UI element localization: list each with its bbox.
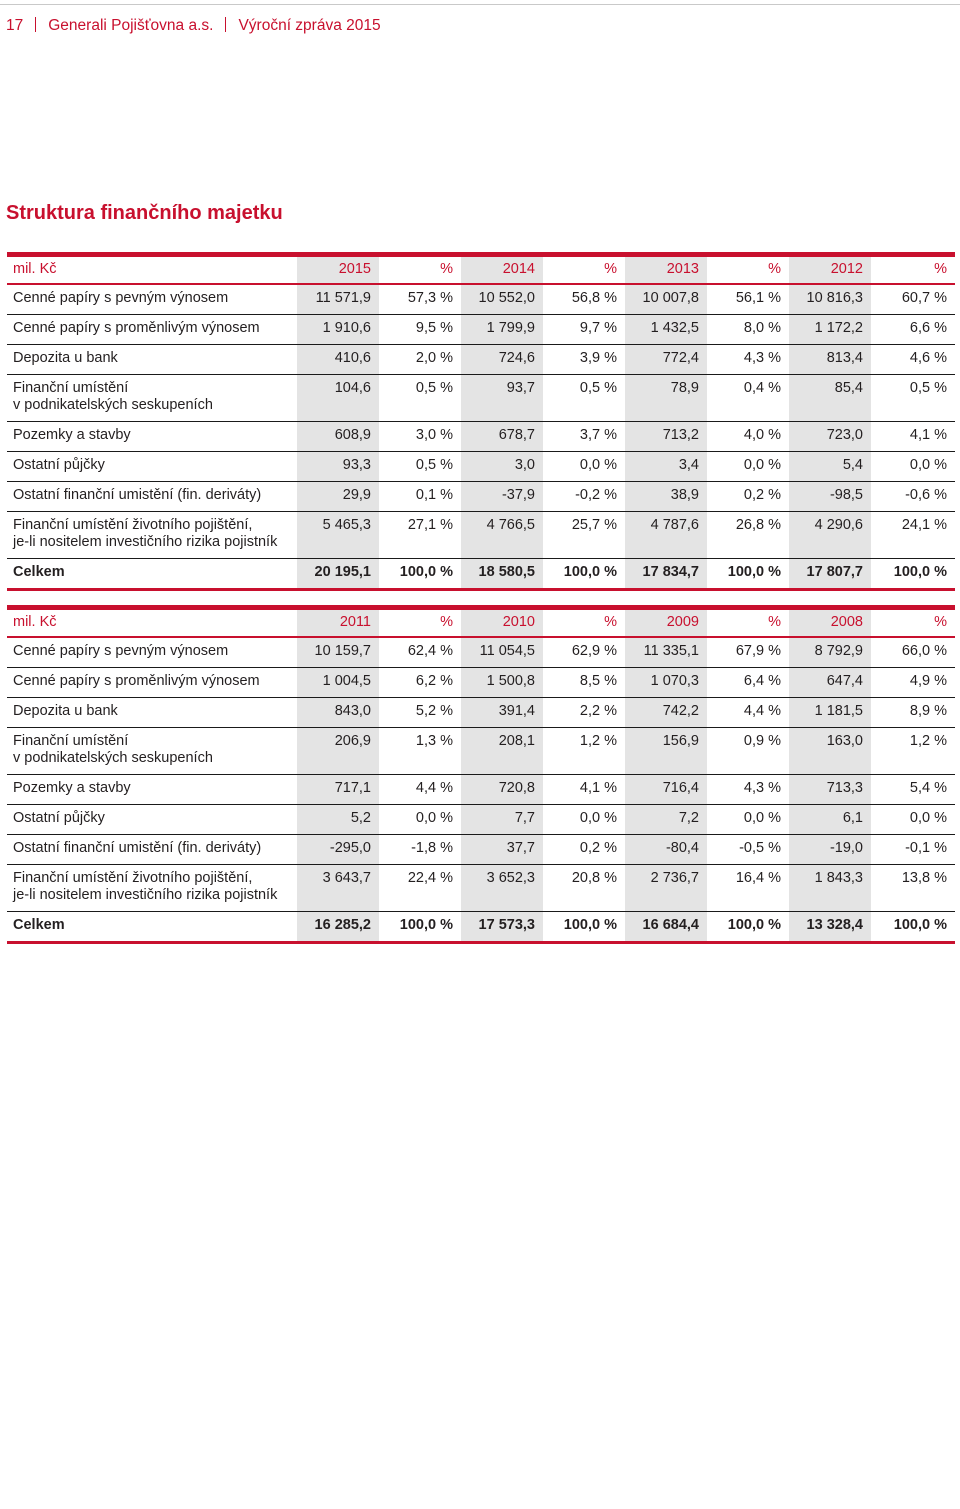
value-cell: 0,5 % bbox=[543, 375, 625, 422]
row-label bbox=[7, 422, 297, 452]
row-label-line: Depozita u bank bbox=[13, 350, 118, 366]
row-label-line: Finanční umístění bbox=[13, 733, 129, 749]
value-cell: 5,4 bbox=[789, 452, 871, 482]
value-cell: 8,9 % bbox=[871, 698, 955, 728]
value-cell: 5,4 % bbox=[871, 775, 955, 805]
row-label-line: Pozemky a stavby bbox=[13, 427, 131, 443]
section-title: Struktura finančního majetku bbox=[6, 202, 283, 224]
value-cell: 163,0 bbox=[789, 728, 871, 775]
value-cell: 208,1 bbox=[461, 728, 543, 775]
row-label bbox=[7, 637, 297, 668]
header-cell: 2010 bbox=[461, 608, 543, 638]
value-cell: 1 910,6 bbox=[297, 315, 379, 345]
header-cell: 2011 bbox=[297, 608, 379, 638]
value-cell: 4,3 % bbox=[707, 345, 789, 375]
report-name: Výroční zpráva 2015 bbox=[238, 17, 381, 34]
total-value-cell: 100,0 % bbox=[379, 559, 461, 590]
value-cell: 85,4 bbox=[789, 375, 871, 422]
value-cell: 13,8 % bbox=[871, 865, 955, 912]
total-value-cell: 18 580,5 bbox=[461, 559, 543, 590]
value-cell: 1,2 % bbox=[871, 728, 955, 775]
value-cell: 0,4 % bbox=[707, 375, 789, 422]
value-cell: 8 792,9 bbox=[789, 637, 871, 668]
table-row bbox=[7, 668, 955, 698]
value-cell: 1,3 % bbox=[379, 728, 461, 775]
value-cell: 843,0 bbox=[297, 698, 379, 728]
value-cell: 6,2 % bbox=[379, 668, 461, 698]
row-label-line: Finanční umístění bbox=[13, 380, 129, 396]
header-cell: 2013 bbox=[625, 255, 707, 285]
value-cell: 0,5 % bbox=[379, 452, 461, 482]
total-value-cell: 17 573,3 bbox=[461, 912, 543, 943]
value-cell: 27,1 % bbox=[379, 512, 461, 559]
row-label bbox=[7, 775, 297, 805]
value-cell: 4 766,5 bbox=[461, 512, 543, 559]
value-cell: 716,4 bbox=[625, 775, 707, 805]
value-cell: 724,6 bbox=[461, 345, 543, 375]
value-cell: 608,9 bbox=[297, 422, 379, 452]
total-label: Celkem bbox=[7, 912, 297, 943]
value-cell: 5,2 bbox=[297, 805, 379, 835]
table-row bbox=[7, 698, 955, 728]
value-cell: 5 465,3 bbox=[297, 512, 379, 559]
table-row bbox=[7, 315, 955, 345]
total-label: Celkem bbox=[7, 559, 297, 590]
value-cell: 3 652,3 bbox=[461, 865, 543, 912]
value-cell: 0,0 % bbox=[871, 805, 955, 835]
value-cell: 0,0 % bbox=[871, 452, 955, 482]
value-cell: 10 007,8 bbox=[625, 284, 707, 315]
value-cell: 56,1 % bbox=[707, 284, 789, 315]
header-separator bbox=[35, 17, 36, 32]
row-label bbox=[7, 315, 297, 345]
value-cell: 38,9 bbox=[625, 482, 707, 512]
header-cell: % bbox=[871, 255, 955, 285]
value-cell: 3 643,7 bbox=[297, 865, 379, 912]
value-cell: 62,9 % bbox=[543, 637, 625, 668]
value-cell: 3,7 % bbox=[543, 422, 625, 452]
total-value-cell: 17 834,7 bbox=[625, 559, 707, 590]
value-cell: 772,4 bbox=[625, 345, 707, 375]
value-cell: 0,5 % bbox=[379, 375, 461, 422]
value-cell: 742,2 bbox=[625, 698, 707, 728]
value-cell: 9,7 % bbox=[543, 315, 625, 345]
row-label-line: Finanční umístění životního pojištění, bbox=[13, 870, 253, 886]
value-cell: 2,2 % bbox=[543, 698, 625, 728]
row-label bbox=[7, 805, 297, 835]
row-label bbox=[7, 482, 297, 512]
value-cell: 56,8 % bbox=[543, 284, 625, 315]
row-label-line: Cenné papíry s pevným výnosem bbox=[13, 290, 229, 306]
value-cell: 0,0 % bbox=[707, 452, 789, 482]
value-cell: 93,7 bbox=[461, 375, 543, 422]
table-row bbox=[7, 728, 955, 775]
row-label-line: je-li nositelem investičního rizika pojistník bbox=[13, 887, 278, 903]
total-value-cell: 100,0 % bbox=[871, 912, 955, 943]
value-cell: 7,7 bbox=[461, 805, 543, 835]
row-label bbox=[7, 452, 297, 482]
row-label-line: Ostatní půjčky bbox=[13, 810, 105, 826]
table-row bbox=[7, 482, 955, 512]
value-cell: 62,4 % bbox=[379, 637, 461, 668]
value-cell: 713,2 bbox=[625, 422, 707, 452]
total-value-cell: 16 285,2 bbox=[297, 912, 379, 943]
value-cell: -19,0 bbox=[789, 835, 871, 865]
total-value-cell: 100,0 % bbox=[543, 559, 625, 590]
value-cell: 26,8 % bbox=[707, 512, 789, 559]
total-row bbox=[7, 559, 955, 590]
value-cell: -0,5 % bbox=[707, 835, 789, 865]
value-cell: -0,1 % bbox=[871, 835, 955, 865]
row-label-line: v podnikatelských seskupeních bbox=[13, 397, 213, 413]
value-cell: 713,3 bbox=[789, 775, 871, 805]
value-cell: 11 054,5 bbox=[461, 637, 543, 668]
header-cell: % bbox=[871, 608, 955, 638]
value-cell: 4 787,6 bbox=[625, 512, 707, 559]
value-cell: 1,2 % bbox=[543, 728, 625, 775]
value-cell: -1,8 % bbox=[379, 835, 461, 865]
header-cell: 2008 bbox=[789, 608, 871, 638]
value-cell: 4,1 % bbox=[543, 775, 625, 805]
table-row bbox=[7, 422, 955, 452]
value-cell: 410,6 bbox=[297, 345, 379, 375]
value-cell: 11 335,1 bbox=[625, 637, 707, 668]
header-cell: 2012 bbox=[789, 255, 871, 285]
total-value-cell: 17 807,7 bbox=[789, 559, 871, 590]
header-cell: % bbox=[543, 608, 625, 638]
total-value-cell: 100,0 % bbox=[379, 912, 461, 943]
row-label bbox=[7, 835, 297, 865]
row-label bbox=[7, 345, 297, 375]
value-cell: 0,0 % bbox=[543, 452, 625, 482]
value-cell: 7,2 bbox=[625, 805, 707, 835]
table-row bbox=[7, 835, 955, 865]
value-cell: 25,7 % bbox=[543, 512, 625, 559]
value-cell: 0,9 % bbox=[707, 728, 789, 775]
value-cell: 4,1 % bbox=[871, 422, 955, 452]
header-cell: % bbox=[707, 255, 789, 285]
row-label-line: Pozemky a stavby bbox=[13, 780, 131, 796]
row-label-line: je-li nositelem investičního rizika pojistník bbox=[13, 534, 278, 550]
value-cell: 93,3 bbox=[297, 452, 379, 482]
header-cell: mil. Kč bbox=[7, 608, 297, 638]
page-number: 17 bbox=[6, 17, 24, 34]
company-name: Generali Pojišťovna a.s. bbox=[48, 17, 214, 34]
row-label-line: Ostatní finanční umistění (fin. deriváty) bbox=[13, 487, 262, 503]
value-cell: 647,4 bbox=[789, 668, 871, 698]
page-header bbox=[6, 17, 381, 35]
value-cell: 57,3 % bbox=[379, 284, 461, 315]
value-cell: 3,4 bbox=[625, 452, 707, 482]
value-cell: 2,0 % bbox=[379, 345, 461, 375]
value-cell: 8,5 % bbox=[543, 668, 625, 698]
top-rule bbox=[0, 4, 960, 5]
total-value-cell: 13 328,4 bbox=[789, 912, 871, 943]
value-cell: -98,5 bbox=[789, 482, 871, 512]
value-cell: 156,9 bbox=[625, 728, 707, 775]
total-value-cell: 100,0 % bbox=[871, 559, 955, 590]
value-cell: 60,7 % bbox=[871, 284, 955, 315]
value-cell: 4 290,6 bbox=[789, 512, 871, 559]
row-label bbox=[7, 375, 297, 422]
row-label-line: Ostatní půjčky bbox=[13, 457, 105, 473]
row-label-line: Ostatní finanční umistění (fin. deriváty) bbox=[13, 840, 262, 856]
value-cell: 37,7 bbox=[461, 835, 543, 865]
total-value-cell: 100,0 % bbox=[707, 559, 789, 590]
value-cell: 10 816,3 bbox=[789, 284, 871, 315]
value-cell: 2 736,7 bbox=[625, 865, 707, 912]
value-cell: -295,0 bbox=[297, 835, 379, 865]
value-cell: 0,2 % bbox=[543, 835, 625, 865]
value-cell: 6,6 % bbox=[871, 315, 955, 345]
value-cell: 1 172,2 bbox=[789, 315, 871, 345]
row-label bbox=[7, 668, 297, 698]
value-cell: 6,1 bbox=[789, 805, 871, 835]
table-row bbox=[7, 637, 955, 668]
value-cell: 678,7 bbox=[461, 422, 543, 452]
table-row bbox=[7, 512, 955, 559]
table-row bbox=[7, 452, 955, 482]
value-cell: 3,0 bbox=[461, 452, 543, 482]
header-cell: 2009 bbox=[625, 608, 707, 638]
value-cell: 78,9 bbox=[625, 375, 707, 422]
value-cell: 6,4 % bbox=[707, 668, 789, 698]
value-cell: 24,1 % bbox=[871, 512, 955, 559]
value-cell: 1 799,9 bbox=[461, 315, 543, 345]
value-cell: 22,4 % bbox=[379, 865, 461, 912]
row-label bbox=[7, 284, 297, 315]
row-label-line: Cenné papíry s pevným výnosem bbox=[13, 643, 229, 659]
header-cell: % bbox=[707, 608, 789, 638]
value-cell: 3,9 % bbox=[543, 345, 625, 375]
value-cell: 9,5 % bbox=[379, 315, 461, 345]
table-row bbox=[7, 345, 955, 375]
value-cell: 723,0 bbox=[789, 422, 871, 452]
value-cell: 391,4 bbox=[461, 698, 543, 728]
value-cell: 1 432,5 bbox=[625, 315, 707, 345]
value-cell: -37,9 bbox=[461, 482, 543, 512]
row-label-line: Cenné papíry s proměnlivým výnosem bbox=[13, 673, 260, 689]
table-header-row bbox=[7, 608, 955, 638]
header-cell: % bbox=[543, 255, 625, 285]
value-cell: 4,3 % bbox=[707, 775, 789, 805]
table-row bbox=[7, 775, 955, 805]
value-cell: 717,1 bbox=[297, 775, 379, 805]
value-cell: 11 571,9 bbox=[297, 284, 379, 315]
total-value-cell: 100,0 % bbox=[543, 912, 625, 943]
row-label bbox=[7, 865, 297, 912]
value-cell: 10 552,0 bbox=[461, 284, 543, 315]
value-cell: 1 500,8 bbox=[461, 668, 543, 698]
value-cell: 66,0 % bbox=[871, 637, 955, 668]
value-cell: 4,4 % bbox=[379, 775, 461, 805]
row-label-line: Cenné papíry s proměnlivým výnosem bbox=[13, 320, 260, 336]
row-label-line: Depozita u bank bbox=[13, 703, 118, 719]
value-cell: 16,4 % bbox=[707, 865, 789, 912]
value-cell: 0,0 % bbox=[379, 805, 461, 835]
value-cell: -80,4 bbox=[625, 835, 707, 865]
value-cell: 0,2 % bbox=[707, 482, 789, 512]
value-cell: 0,0 % bbox=[707, 805, 789, 835]
value-cell: 720,8 bbox=[461, 775, 543, 805]
value-cell: 4,4 % bbox=[707, 698, 789, 728]
total-value-cell: 16 684,4 bbox=[625, 912, 707, 943]
header-cell: % bbox=[379, 255, 461, 285]
row-label-line: v podnikatelských seskupeních bbox=[13, 750, 213, 766]
value-cell: 1 181,5 bbox=[789, 698, 871, 728]
header-cell: % bbox=[379, 608, 461, 638]
total-value-cell: 20 195,1 bbox=[297, 559, 379, 590]
header-cell: 2015 bbox=[297, 255, 379, 285]
table-row bbox=[7, 375, 955, 422]
value-cell: 10 159,7 bbox=[297, 637, 379, 668]
value-cell: 104,6 bbox=[297, 375, 379, 422]
value-cell: 0,1 % bbox=[379, 482, 461, 512]
value-cell: -0,2 % bbox=[543, 482, 625, 512]
value-cell: 0,5 % bbox=[871, 375, 955, 422]
value-cell: 67,9 % bbox=[707, 637, 789, 668]
row-label-line: Finanční umístění životního pojištění, bbox=[13, 517, 253, 533]
value-cell: 0,0 % bbox=[543, 805, 625, 835]
financial-assets-table-2015-2012 bbox=[7, 252, 955, 591]
row-label bbox=[7, 698, 297, 728]
table-header-row bbox=[7, 255, 955, 285]
value-cell: 4,9 % bbox=[871, 668, 955, 698]
financial-assets-table-2011-2008 bbox=[7, 605, 955, 944]
value-cell: 206,9 bbox=[297, 728, 379, 775]
value-cell: -0,6 % bbox=[871, 482, 955, 512]
value-cell: 813,4 bbox=[789, 345, 871, 375]
value-cell: 1 070,3 bbox=[625, 668, 707, 698]
header-cell: 2014 bbox=[461, 255, 543, 285]
table-row bbox=[7, 284, 955, 315]
header-separator bbox=[225, 17, 226, 32]
row-label bbox=[7, 728, 297, 775]
value-cell: 20,8 % bbox=[543, 865, 625, 912]
value-cell: 29,9 bbox=[297, 482, 379, 512]
total-value-cell: 100,0 % bbox=[707, 912, 789, 943]
value-cell: 3,0 % bbox=[379, 422, 461, 452]
table-row bbox=[7, 805, 955, 835]
total-row bbox=[7, 912, 955, 943]
value-cell: 5,2 % bbox=[379, 698, 461, 728]
value-cell: 1 004,5 bbox=[297, 668, 379, 698]
value-cell: 4,6 % bbox=[871, 345, 955, 375]
row-label bbox=[7, 512, 297, 559]
value-cell: 1 843,3 bbox=[789, 865, 871, 912]
header-cell: mil. Kč bbox=[7, 255, 297, 285]
value-cell: 8,0 % bbox=[707, 315, 789, 345]
value-cell: 4,0 % bbox=[707, 422, 789, 452]
table-row bbox=[7, 865, 955, 912]
